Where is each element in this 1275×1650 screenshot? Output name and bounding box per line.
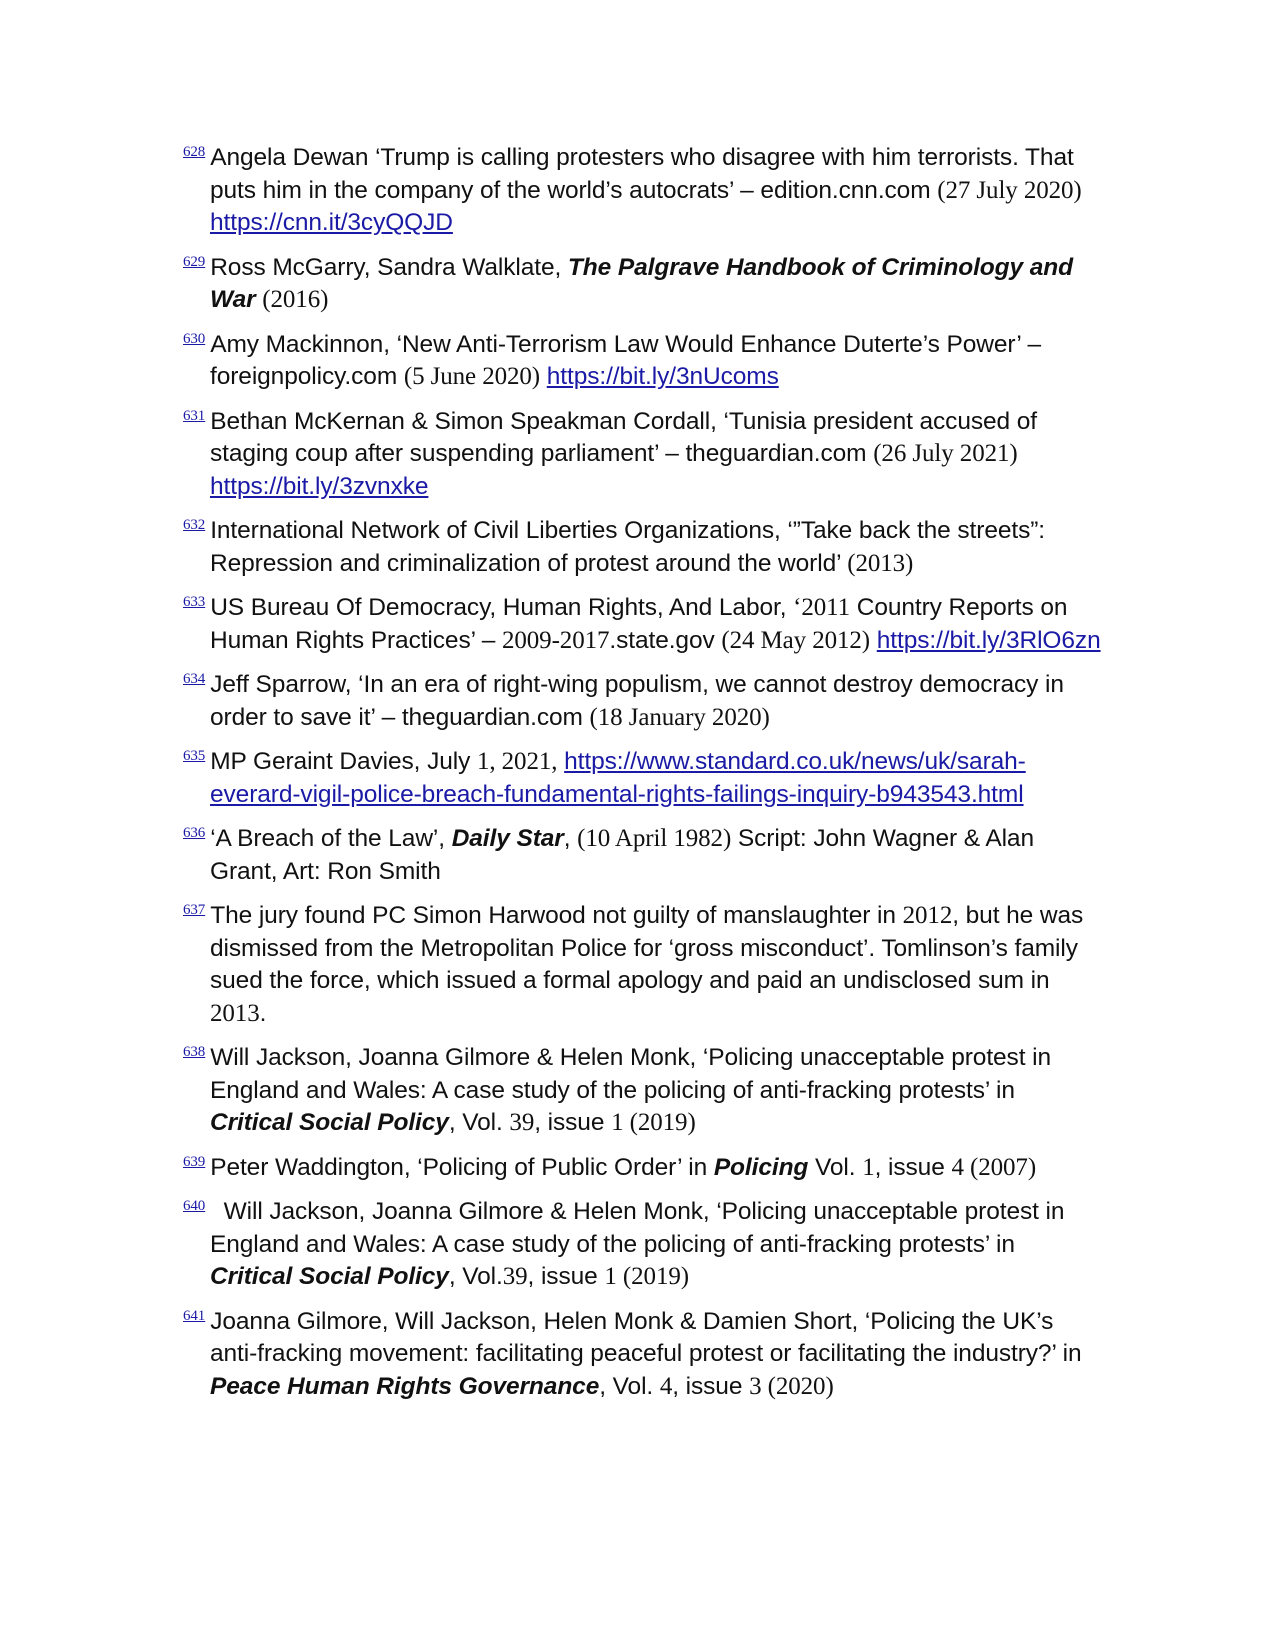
footnote-631 — [183, 406, 1103, 504]
footnote-633 — [183, 592, 1103, 657]
footnote-text: , Vol. — [599, 1372, 660, 1400]
footnote-text: Angela Dewan ‘Trump is calling protesters who disagree with him terrorists. That puts him in the company of the world’s autocrats’ – edition.cnn.com — [210, 144, 1074, 204]
footnote-date: (2013) — [847, 549, 914, 577]
footnote-number[interactable]: 630 — [183, 330, 206, 347]
footnote-628 — [183, 142, 1103, 240]
footnote-630 — [183, 329, 1103, 394]
footnote-641 — [183, 1306, 1103, 1404]
footnote-number[interactable]: 640 — [183, 1198, 206, 1214]
footnote-text-serif: 1 — [604, 1263, 617, 1290]
footnote-text: Will Jackson, Joanna Gilmore & Helen Monk, ‘Policing unacceptable protest in England and Wales: A case study of the policing of anti-fracking protests’ in — [210, 1044, 1051, 1104]
footnote-text-serif: 4 — [951, 1153, 964, 1181]
footnote-639 — [183, 1152, 1103, 1185]
footnote-date: (26 July 2021) — [873, 440, 1018, 467]
footnote-text: , issue — [527, 1263, 605, 1290]
footnote-text: , issue — [534, 1109, 612, 1136]
footnote-date: (2019) — [623, 1109, 696, 1136]
publication-title: Critical Social Policy — [210, 1263, 449, 1290]
footnote-text: ‘A Breach of the Law’, — [210, 825, 452, 852]
footnote-text: Amy Mackinnon, ‘New Anti-Terrorism Law Would Enhance Duterte’s Power’ – foreignpolicy.com — [210, 330, 1041, 390]
publication-title: Peace Human Rights Governance — [210, 1372, 600, 1400]
footnote-text-serif: 39 — [509, 1109, 535, 1136]
footnote-number[interactable]: 632 — [183, 517, 206, 533]
footnote-629 — [183, 252, 1103, 317]
footnote-number[interactable]: 634 — [183, 671, 206, 687]
footnote-text: Joanna Gilmore, Will Jackson, Helen Monk & Damien Short, ‘Policing the UK’s anti-fracking movement: facilitating peaceful protest or facilitating the industry?’ in — [210, 1307, 1082, 1367]
publication-title: The Palgrave Handbook of Criminology and War — [210, 253, 1074, 313]
footnote-number[interactable]: 638 — [183, 1044, 206, 1060]
footnote-text-serif: 39 — [502, 1263, 528, 1290]
footnote-text: , Vol. — [448, 1109, 510, 1136]
footnote-link[interactable]: https://bit.ly/3RlO6zn — [876, 626, 1101, 654]
footnote-text: . — [259, 999, 267, 1027]
footnote-number[interactable]: 641 — [183, 1307, 206, 1324]
footnote-number[interactable]: 628 — [183, 144, 206, 160]
footnote-text: Will Jackson, Joanna Gilmore & Helen Monk, ‘Policing unacceptable protest in England and Wales: A case study of the policing of anti-fracking protests’ in — [210, 1198, 1072, 1258]
footnote-text: Script: John Wagner & Alan Grant, Art: Ron Smith — [210, 825, 1034, 885]
footnote-text: , Vol. — [448, 1263, 503, 1290]
footnote-635 — [183, 746, 1103, 811]
footnote-636 — [183, 823, 1103, 888]
footnote-link[interactable]: https://bit.ly/3zvnxke — [210, 472, 429, 500]
footnote-text: , issue — [672, 1372, 750, 1400]
footnote-link[interactable]: https://cnn.it/3cyQQJD — [210, 209, 453, 236]
footnote-text-serif: 2009-2017 — [501, 626, 610, 654]
footnote-number[interactable]: 639 — [183, 1153, 206, 1170]
footnote-number[interactable]: 635 — [183, 748, 206, 764]
footnote-number[interactable]: 629 — [183, 253, 206, 270]
footnote-text: Country Reports on Human Rights Practices’ – — [210, 594, 1068, 654]
footnote-number[interactable]: 633 — [183, 594, 206, 610]
publication-title: Critical Social Policy — [210, 1109, 449, 1136]
footnote-date: (2020) — [761, 1372, 834, 1400]
footnote-640 — [183, 1196, 1103, 1294]
footnote-text: , issue — [874, 1153, 952, 1181]
footnote-text-serif: 4 — [659, 1372, 673, 1400]
footnote-date: (18 January 2020) — [589, 703, 770, 731]
footnote-text: Ross McGarry, Sandra Walklate, — [210, 253, 568, 281]
footnote-text-serif: 1 — [611, 1109, 624, 1136]
footnote-text: Jeff Sparrow, ‘In an era of right-wing populism, we cannot destroy democracy in order to save it’ – theguardian.com — [210, 671, 1064, 731]
footnote-634 — [183, 669, 1103, 734]
footnote-text: .state.gov — [609, 626, 722, 654]
footnote-date: (5 June 2020) — [403, 363, 541, 390]
footnote-text: Bethan McKernan & Simon Speakman Cordall, ‘Tunisia president accused of staging coup after suspending parliament’ – theguardian.com — [210, 407, 1038, 467]
footnote-text: International Network of Civil Liberties Organizations, ‘”Take back the streets”: Repression and criminalization of protest around the world’ — [210, 517, 1045, 577]
footnote-text: , — [563, 825, 578, 852]
footnote-date: (2019) — [616, 1263, 689, 1290]
footnote-date: (10 April 1982) — [577, 825, 732, 852]
footnote-text: MP Geraint Davies, July — [210, 748, 477, 775]
footnotes-list — [183, 142, 1103, 1415]
footnote-date: (24 May 2012) — [721, 626, 871, 654]
footnote-text-serif: 3 — [749, 1372, 762, 1400]
footnote-text-serif: 2012 — [902, 902, 953, 929]
footnote-637 — [183, 900, 1103, 1030]
footnote-date: (27 July 2020) — [937, 176, 1082, 204]
publication-title: Policing — [713, 1153, 809, 1181]
footnote-632 — [183, 515, 1103, 580]
footnote-text: Peter Waddington, ‘Policing of Public Order’ in — [210, 1153, 714, 1181]
publication-title: Daily Star — [451, 825, 564, 852]
footnote-text: Vol. — [808, 1153, 863, 1181]
footnote-number[interactable]: 631 — [183, 407, 206, 424]
footnote-number[interactable]: 637 — [183, 902, 206, 918]
footnote-text: , but he was dismissed from the Metropolitan Police for ‘gross misconduct’. Tomlinson’s family sued the force, which issued a formal apology and paid an undisclosed sum in — [210, 902, 1084, 994]
footnote-text-serif: 1, 2021, — [476, 748, 558, 775]
footnote-link[interactable]: https://www.standard.co.uk/news/uk/sarah-everard-vigil-police-breach-fundamental-rights-failings-inquiry-b943543.html — [210, 748, 1026, 808]
footnote-text: The jury found PC Simon Harwood not guilty of manslaughter in — [210, 902, 903, 929]
footnote-638 — [183, 1042, 1103, 1140]
footnote-text-serif: 2013 — [210, 999, 260, 1027]
footnote-date: (2007) — [963, 1153, 1037, 1181]
footnote-text-serif: ‘2011 — [793, 594, 851, 621]
footnote-date: (2016) — [262, 286, 329, 313]
footnote-number[interactable]: 636 — [183, 825, 206, 841]
footnote-text-serif: 1 — [862, 1153, 875, 1181]
footnote-link[interactable]: https://bit.ly/3nUcoms — [546, 363, 779, 390]
footnote-text: US Bureau Of Democracy, Human Rights, And Labor, — [210, 594, 794, 621]
